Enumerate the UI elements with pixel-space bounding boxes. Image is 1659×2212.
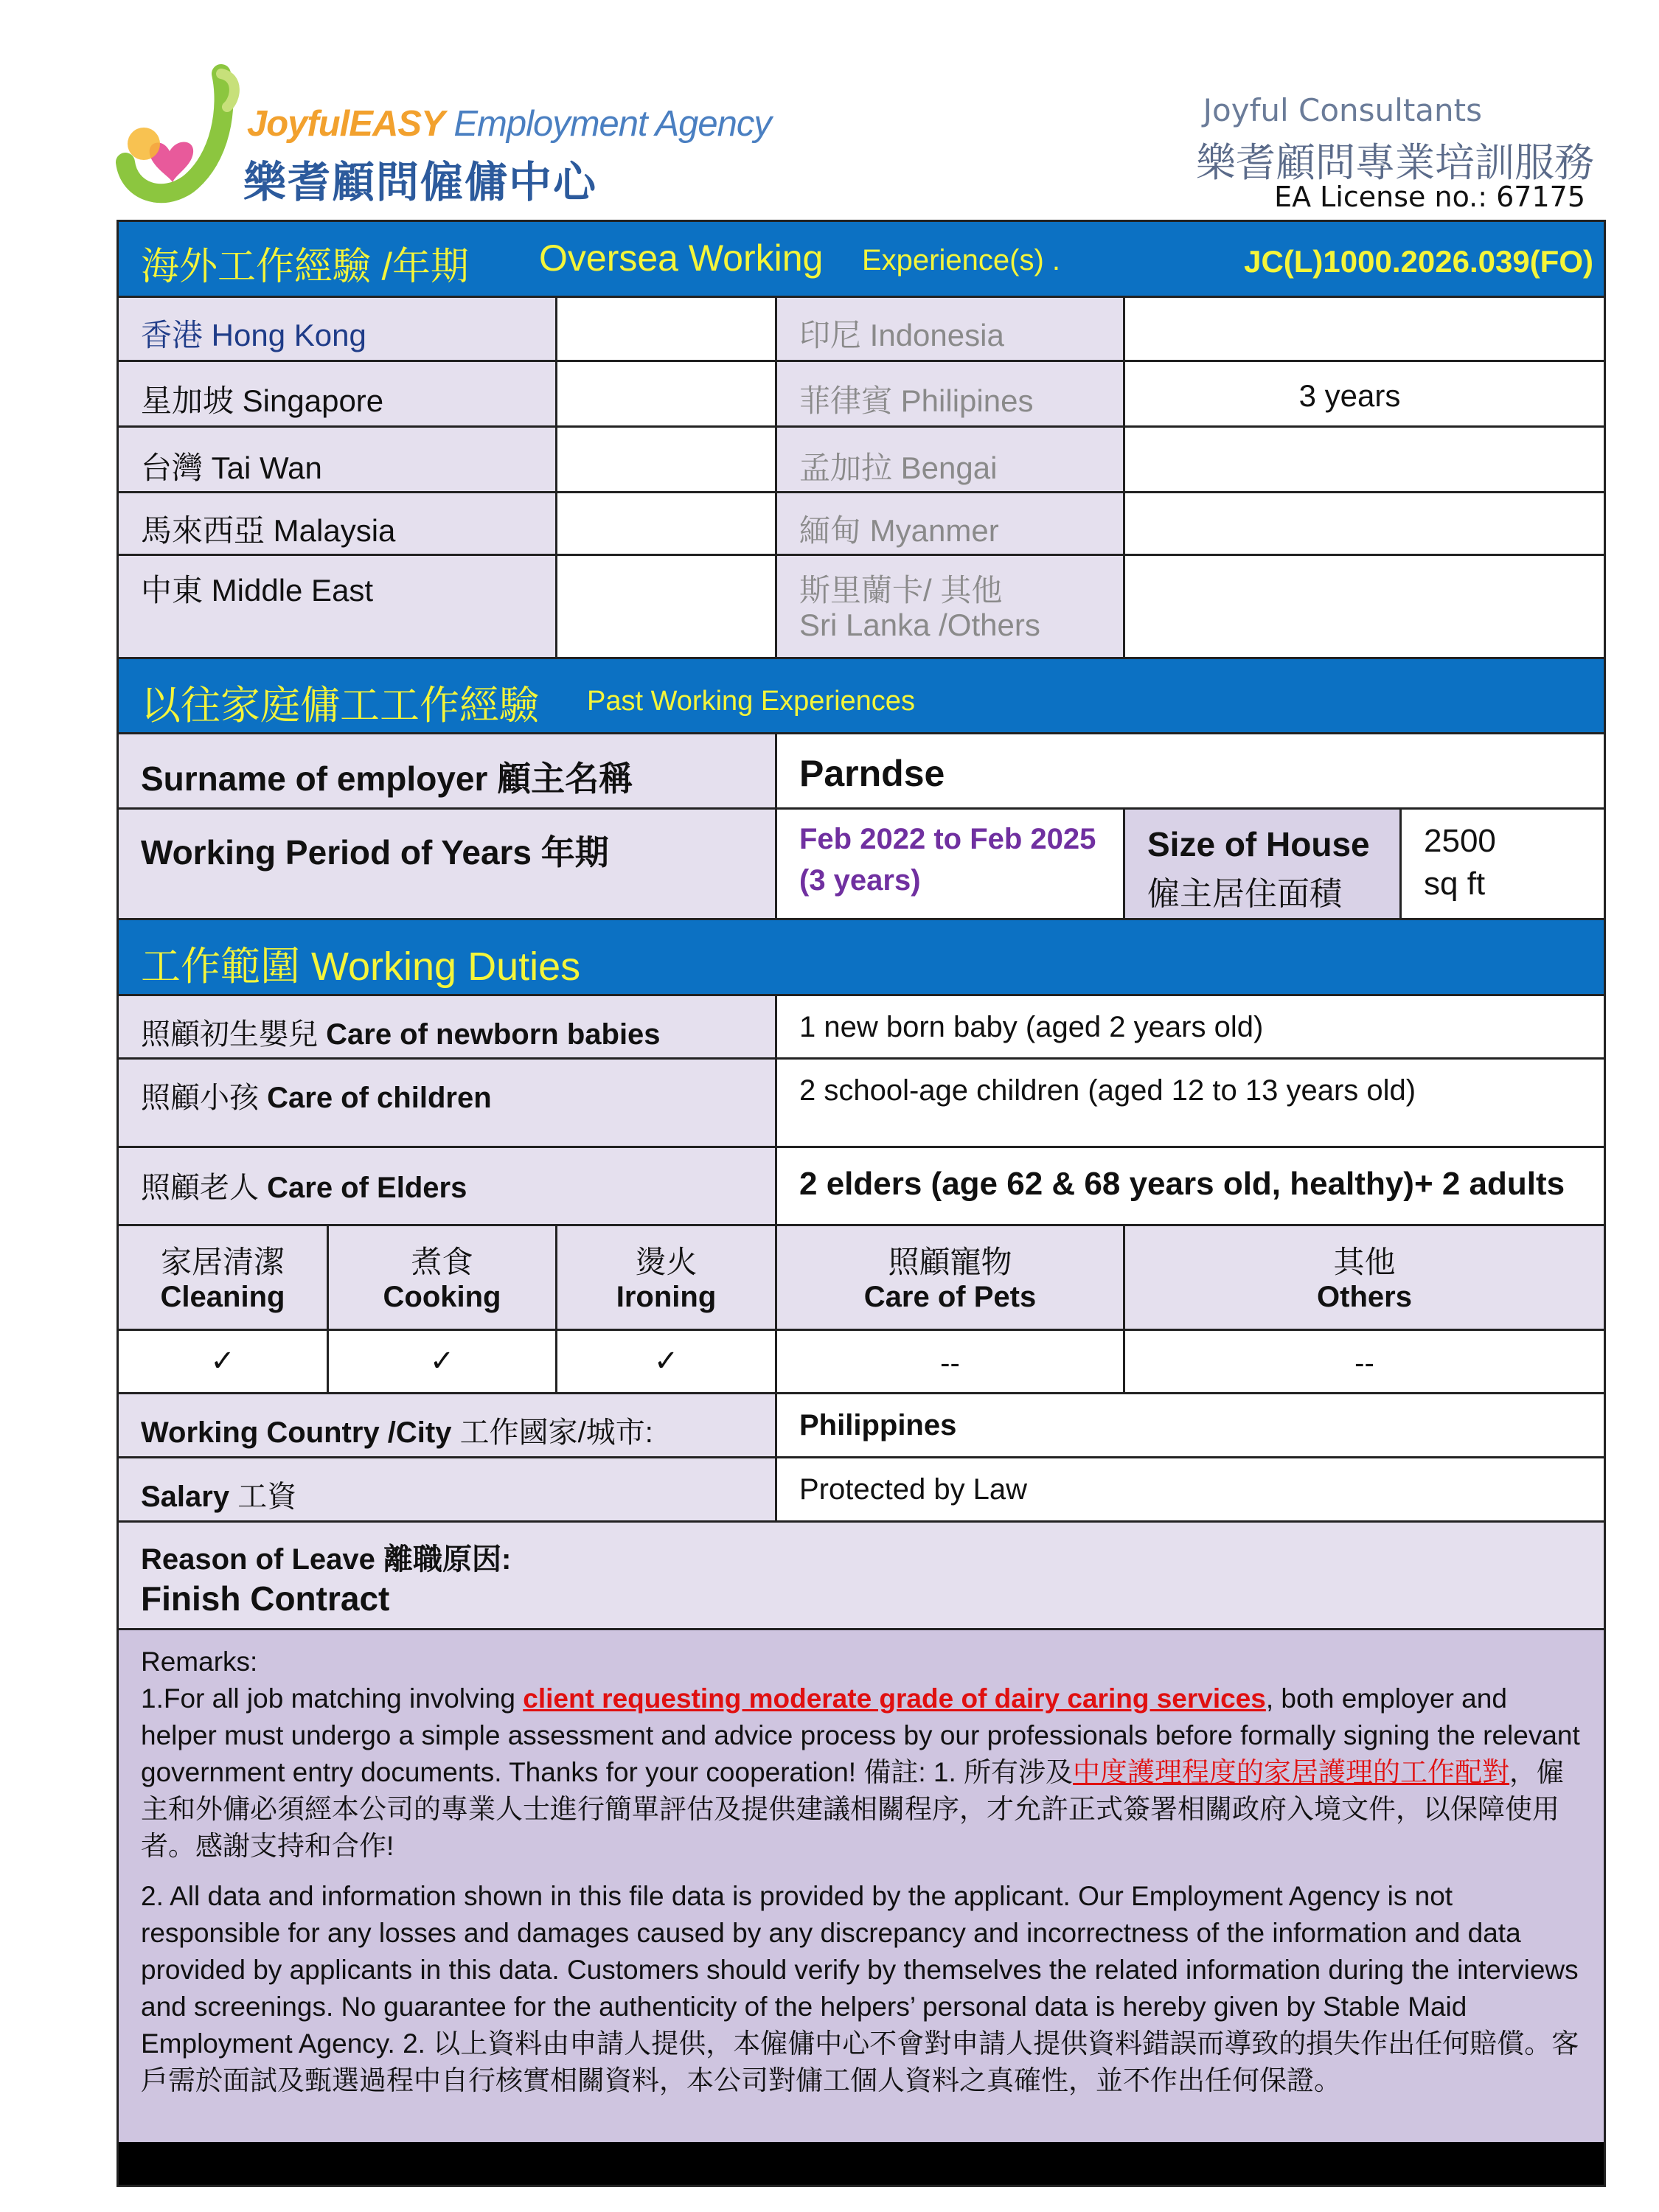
task-ironing-zh: 燙火: [635, 1245, 698, 1279]
leave-label: Reason of Leave 離職原因:: [141, 1543, 512, 1576]
country-label-line2: Sri Lanka /Others: [799, 608, 1040, 642]
country-label: 香港 Hong Kong: [141, 318, 366, 352]
country-row: [119, 1394, 1604, 1458]
working-country-value: Philippines: [799, 1409, 957, 1441]
task-cleaning-zh: 家居清潔: [160, 1245, 285, 1279]
employer-label: Surname of employer 顧主名稱: [141, 759, 633, 798]
footer-bar: [119, 2142, 1604, 2185]
consultants-name-zh: 樂耆顧問專業培訓服務: [1196, 139, 1594, 186]
task-ironing-en: Ironing: [616, 1281, 717, 1313]
house-size-label-zh: 僱主居住面積: [1147, 876, 1342, 912]
country-label: 中東 Middle East: [141, 573, 374, 608]
overseas-row: [119, 428, 1604, 493]
employer-row: [119, 734, 1604, 810]
task-cleaning-en: Cleaning: [160, 1281, 285, 1313]
country-label: 台灣 Tai Wan: [141, 451, 322, 485]
children-row: [119, 1060, 1604, 1148]
task-cooking-zh: 煮食: [411, 1245, 473, 1279]
task-pets-zh: 照顧寵物: [888, 1245, 1012, 1279]
past-title-en: Past Working Experiences: [587, 686, 915, 717]
salary-row: [119, 1458, 1604, 1523]
country-label: 孟加拉 Bengai: [799, 451, 998, 485]
remarks-heading: Remarks:: [141, 1646, 258, 1677]
task-others-zh: 其他: [1333, 1245, 1396, 1279]
house-size-value: 2500: [1424, 823, 1496, 859]
agency-logo-icon: [111, 63, 258, 210]
country-years: 3 years: [1298, 378, 1401, 413]
overseas-title-en-small: Experience(s) .: [862, 244, 1060, 276]
period-duration: (3 years): [799, 864, 921, 897]
overseas-title-zh: 海外工作經驗 /年期: [141, 246, 469, 288]
period-row: [119, 810, 1604, 920]
overseas-row: [119, 556, 1604, 659]
newborn-row: [119, 996, 1604, 1060]
task-pets-en: Care of Pets: [863, 1281, 1037, 1313]
newborn-value: 1 new born baby (aged 2 years old): [799, 1011, 1264, 1043]
salary-label: Salary 工資: [141, 1481, 297, 1513]
country-label: 印尼 Indonesia: [799, 318, 1004, 352]
task-ironing-mark: ✓: [653, 1345, 679, 1377]
tasks-header-row: [119, 1226, 1604, 1331]
elders-row: [119, 1148, 1604, 1226]
overseas-row: [119, 362, 1604, 428]
task-pets-mark: --: [940, 1347, 960, 1380]
country-label: 斯里蘭卡/ 其他: [799, 573, 1003, 608]
working-country-label: Working Country /City 工作國家/城市:: [141, 1416, 653, 1449]
leave-row: [119, 1523, 1604, 1630]
task-cleaning-mark: ✓: [210, 1345, 235, 1377]
elders-label: 照顧老人 Care of Elders: [141, 1172, 467, 1204]
overseas-row: [119, 493, 1604, 556]
house-size-unit: sq ft: [1424, 866, 1486, 902]
country-label: 星加坡 Singapore: [141, 383, 384, 418]
past-title-zh: 以往家庭傭工工作經驗: [141, 684, 539, 728]
elders-value: 2 elders (age 62 & 68 years old, healthy)+ 2 adults: [799, 1166, 1565, 1202]
reference-code: JC(L)1000.2026.039(FO): [1244, 244, 1593, 279]
overseas-row: [119, 298, 1604, 362]
task-cooking-en: Cooking: [383, 1281, 501, 1313]
duties-title: 工作範圍 Working Duties: [141, 945, 581, 989]
house-size-label: Size of House: [1147, 825, 1370, 863]
period-label: Working Period of Years 年期: [141, 833, 609, 872]
agency-name-en: JoyfulEASY Employment Agency: [247, 104, 771, 144]
children-label: 照顧小孩 Care of children: [141, 1082, 492, 1114]
salary-value: Protected by Law: [799, 1473, 1028, 1506]
country-label: 馬來西亞 Malaysia: [141, 513, 396, 548]
overseas-title-en: Oversea Working: [539, 237, 824, 279]
remarks-section: [119, 1630, 1604, 2146]
duties-section-header: [119, 920, 1604, 996]
country-label: 緬甸 Myanmer: [799, 513, 999, 548]
children-value: 2 school-age children (aged 12 to 13 years old): [799, 1074, 1416, 1107]
country-label: 菲律賓 Philipines: [799, 383, 1034, 418]
consultants-name-en: Joyful Consultants: [1203, 92, 1482, 128]
overseas-section-header: [119, 222, 1604, 298]
experience-form: [116, 220, 1606, 2187]
past-section-header: [119, 659, 1604, 734]
agency-name-zh: 樂耆顧問僱傭中心: [243, 157, 598, 207]
remarks-paragraph-2: 2. All data and information shown in this file data is provided by the applicant. Our Employment Agency is not responsible for any losses and damages caused by any discrepancy and incorrectness of the information and data provided by applicants in this data. Customers should verify by themselves the related information during the interviews and screenings. No guarantee for the authenticity of the helpers’ personal data is hereby given by Stable Maid Employment Agency. 2. 以上資料由申請人提供，本僱傭中心不會對申請人提供資料錯誤而導致的損失作出任何賠償。客戶需於面試及甄選過程中自行核實相關資料，本公司對傭工個人資料之真確性，並不作出任何保證。: [141, 1881, 1579, 2096]
period-value: Feb 2022 to Feb 2025: [799, 823, 1096, 855]
leave-value: Finish Contract: [141, 1579, 390, 1618]
license-number: EA License no.: 67175: [1274, 181, 1585, 213]
task-others-mark: --: [1354, 1347, 1374, 1380]
task-others-en: Others: [1317, 1281, 1412, 1313]
task-cooking-mark: ✓: [429, 1345, 455, 1377]
remarks-paragraph-1: 1.For all job matching involving client requesting moderate grade of dairy caring services, both employer and helper must undergo a simple assessment and advice process by our professionals before formally signing the relevant government entry documents. Thanks for your cooperation! 備註: 1. 所有涉及中度護理程度的家居護理的工作配對，僱主和外傭必須經本公司的專業人士進行簡單評估及提供建議相關程序，才允許正式簽署相關政府入境文件，以保障使用者。感謝支持和合作!: [141, 1683, 1580, 1861]
employer-value: Parndse: [799, 753, 945, 794]
newborn-label: 照顧初生嬰兒 Care of newborn babies: [141, 1018, 661, 1051]
tasks-marks-row: [119, 1331, 1604, 1394]
